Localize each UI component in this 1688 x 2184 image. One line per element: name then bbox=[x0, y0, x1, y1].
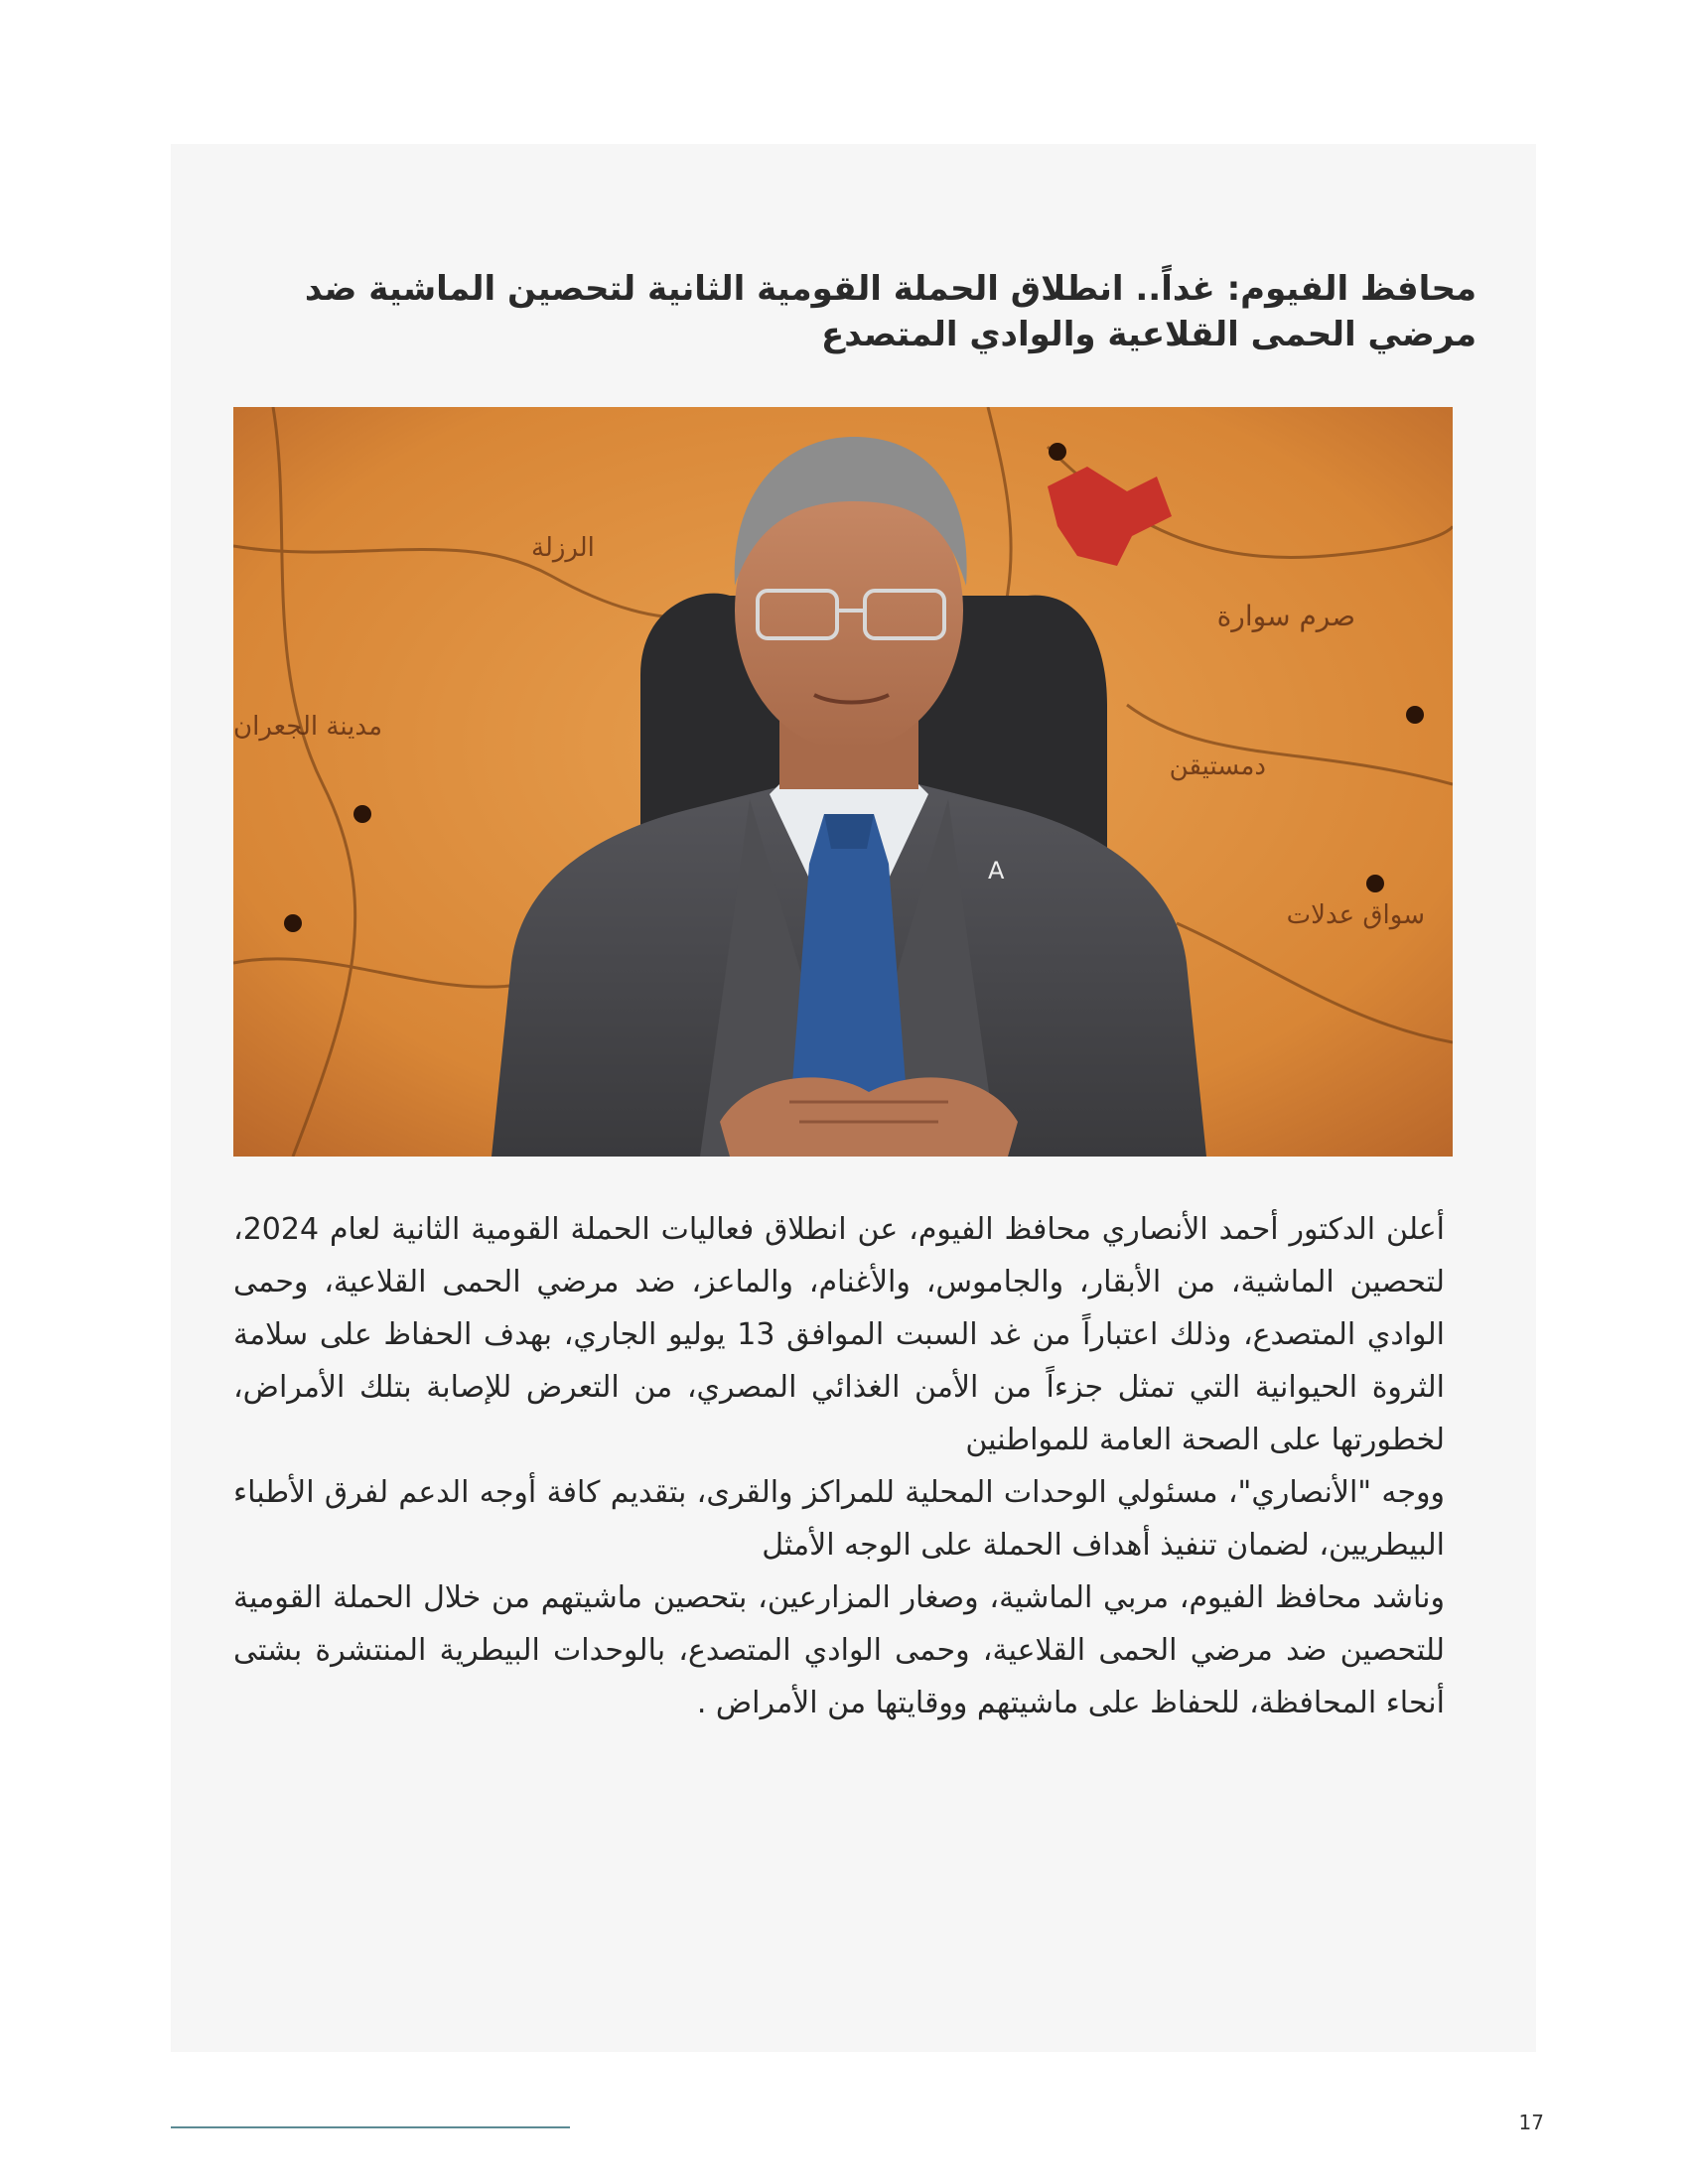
map-label: سواق عدلات bbox=[1286, 900, 1425, 930]
page-number: 17 bbox=[1518, 2111, 1544, 2134]
map-label: الرزلة bbox=[531, 533, 595, 563]
article-body bbox=[233, 1203, 1445, 1729]
body-paragraph: ووجه "الأنصاري"، مسئولي الوحدات المحلية للمراكز والقرى، بتقديم كافة أوجه الدعم لفرق الأطباء البيطريين، لضمان تنفيذ أهداف الحملة على الوجه الأمثل bbox=[233, 1475, 1445, 1563]
governor-photo bbox=[233, 407, 1453, 1157]
map-label: دمستيقن bbox=[1169, 751, 1266, 781]
body-paragraph: وناشد محافظ الفيوم، مربي الماشية، وصغار المزارعين، بتحصين ماشيتهم من خلال الحملة القومية للتحصين ضد مرضي الحمى القلاعية، وحمى الوادي المتصدع، بالوحدات البيطرية المنتشرة بشتى أنحاء المحافظة، للحفاظ على ماشيتهم ووقايتها من الأمراض . bbox=[233, 1580, 1445, 1720]
map-label: صرم سوارة bbox=[1216, 600, 1355, 632]
article-headline: محافظ الفيوم: غداً.. انطلاق الحملة القومية الثانية لتحصين الماشية ضد مرضي الحمى القلاعية والوادي المتصدع bbox=[304, 269, 1477, 354]
map-label: مدينة الجعران bbox=[233, 712, 382, 742]
lapel-pin: A bbox=[988, 857, 1005, 885]
photo-illustration bbox=[233, 407, 1453, 1157]
body-paragraph: أعلن الدكتور أحمد الأنصاري محافظ الفيوم، عن انطلاق فعاليات الحملة القومية الثانية لعام 2024، لتحصين الماشية، من الأبقار، والجاموس، والأغنام، والماعز، ضد مرضي الحمى القلاعية، وحمى الوادي المتصدع، وذلك اعتباراً من غد السبت الموافق 13 يوليو الجاري، بهدف الحفاظ على سلامة الثروة الحيوانية التي تمثل جزءاً من الأمن الغذائي المصري، من التعرض للإصابة بتلك الأمراض، لخطورتها على الصحة العامة للمواطنين bbox=[233, 1212, 1446, 1457]
footer-rule bbox=[171, 2126, 570, 2128]
